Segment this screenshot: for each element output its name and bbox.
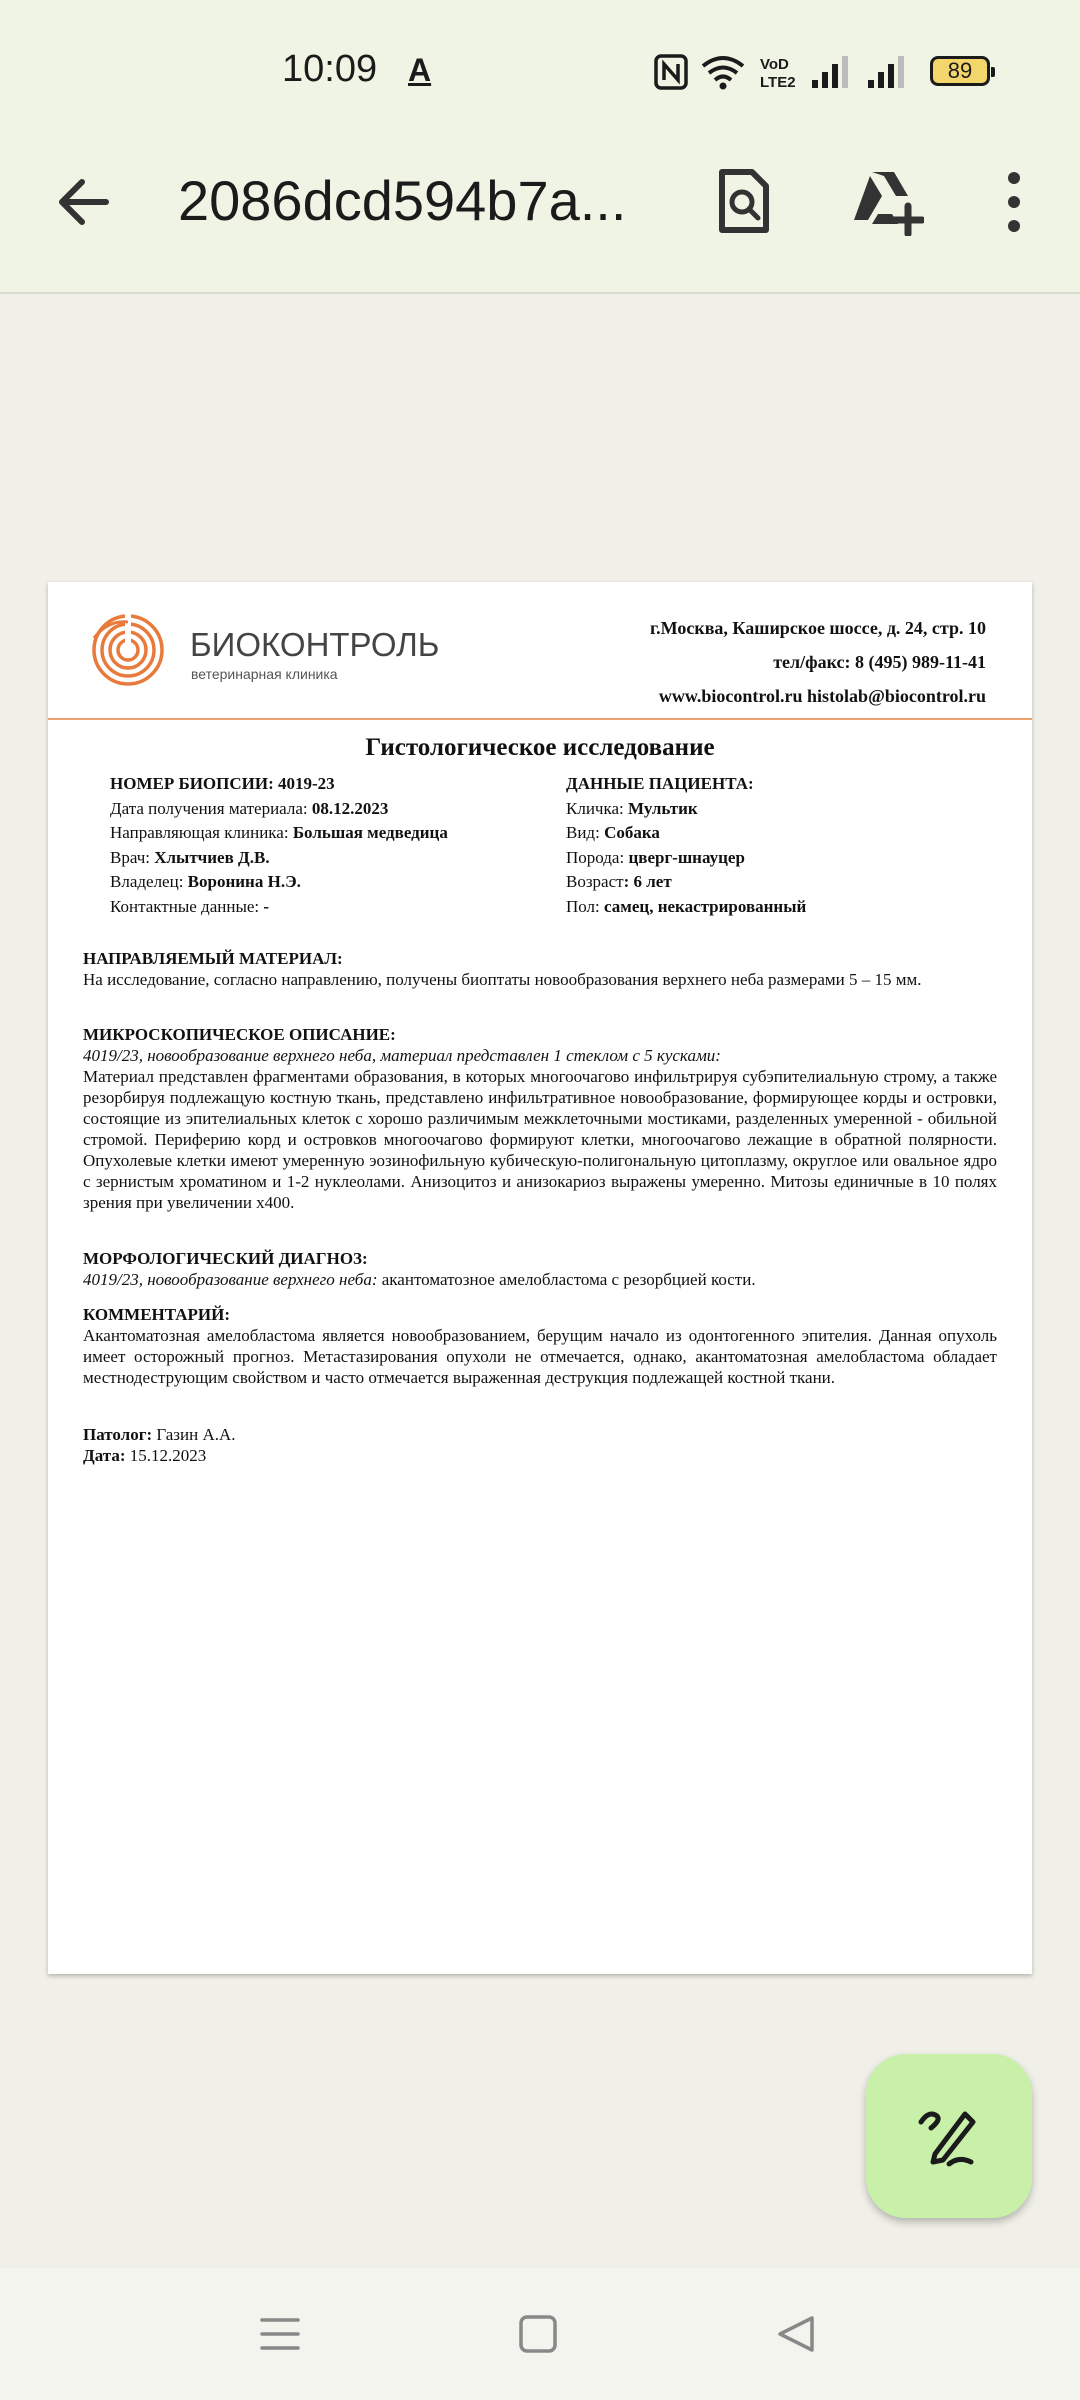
material-section [83, 948, 997, 990]
species-value: Собака [604, 823, 660, 842]
biocontrol-logo [88, 610, 168, 690]
signal-2-icon [866, 54, 906, 90]
svg-text:VoD: VoD [760, 56, 789, 73]
home-icon[interactable] [518, 2314, 558, 2354]
date-label: Дата получения материала: [110, 798, 312, 818]
clinic-address: г.Москва, Каширское шоссе, д. 24, стр. 10 [649, 618, 986, 638]
date-value: 08.12.2023 [311, 798, 389, 818]
diagnosis-italic: 4019/23, новообразование верхнего неба: [83, 1270, 378, 1289]
contacts-value: - [263, 896, 270, 916]
contacts-label: Контактные данные: [110, 896, 264, 916]
brand-subtitle: ветеринарная клиника [191, 666, 338, 682]
edit-fab-button[interactable] [866, 2054, 1032, 2218]
biopsy-info [110, 772, 448, 919]
micro-italic: 4019/23, новообразование верхнего неба, материал представлен 1 стеклом с 5 кусками: [83, 1046, 721, 1065]
wifi-icon [700, 54, 746, 90]
a-indicator-icon: A [408, 52, 432, 88]
breed-value: цверг-шнауцер [628, 847, 745, 867]
patient-info [566, 772, 806, 919]
species-label: Вид: [566, 823, 605, 842]
more-vert-icon[interactable] [1000, 168, 1028, 236]
clinic-web: www.biocontrol.ru histolab@biocontrol.ru [658, 686, 986, 706]
nfc-icon [654, 54, 688, 90]
age-label: Возраст [566, 872, 624, 891]
micro-text: Материал представлен фрагментами образования, в которых многоочагово инфильтрируя субэпителиальную строму, а также резорбируя подлежащую костную ткань, представлено инфильтративное новообразование, формирующее корды и островки, состоящие из эпителиальных клеток с хорошо различимым межклеточными мостиками, разделенных умеренной - обильной стромой. Периферию корд и островков многоочагово формируют клетки, многоочагово лежащие в обратной полярности. Опухолевые клетки имеют умеренную эозинофильную кубическую-полигональную цитоплазму, округлое или овальное ядро с зернистым хроматином и 1-2 нуклеолами. Анизоцитоз и анизокариоз выражены умеренно. Митозы единичные в 10 полях зрения при увеличении х400. [83, 1067, 997, 1212]
date2-label: Дата: [83, 1446, 126, 1465]
add-to-drive-icon[interactable] [850, 168, 924, 236]
back-triangle-icon[interactable] [776, 2314, 816, 2354]
signature-section [83, 1424, 997, 1466]
document-title: 2086dcd594b7a... [178, 169, 627, 232]
name-value: Мультик [628, 798, 698, 818]
status-bar [0, 0, 1080, 140]
diagnosis-heading: МОРФОЛОГИЧЕСКИЙ ДИАГНОЗ: [83, 1249, 368, 1268]
clinic-value: Большая медведица [292, 823, 448, 842]
comment-section [83, 1304, 997, 1388]
owner-value: Воронина Н.Э. [187, 872, 301, 891]
menu-icon[interactable] [260, 2314, 300, 2354]
sex-label: Пол: [566, 896, 605, 916]
svg-text:LTE2: LTE2 [760, 74, 796, 90]
clinic-label: Направляющая клиника: [110, 823, 293, 842]
age-value: : 6 лет [623, 872, 672, 891]
edit-pen-icon [915, 2102, 983, 2170]
diagnosis-text: акантоматозное амелобластома с резорбцией кости. [377, 1270, 756, 1289]
biopsy-number: НОМЕР БИОПСИИ: 4019-23 [110, 774, 335, 793]
microscopic-section [83, 1024, 997, 1213]
comment-text: Акантоматозная амелобластома является новообразованием, берущим начало из одонтогенного эпителия. Данная опухоль имеет осторожный прогноз. Метастазирования опухоли не отмечается, однако, акантоматозная амелобластома обладает местнодеструющим свойством и часто отмечается выраженная деструкция подлежащей костной ткани. [83, 1326, 997, 1387]
name-label: Кличка: [566, 798, 628, 818]
document-page[interactable] [48, 582, 1032, 1974]
breed-label: Порода: [566, 847, 629, 867]
pathologist-label: Патолог: [83, 1425, 153, 1444]
back-arrow-icon[interactable] [52, 166, 116, 238]
signal-1-icon [810, 54, 850, 90]
material-text: На исследование, согласно направлению, получены биоптаты новообразования верхнего неба размерами 5 – 15 мм. [83, 970, 922, 989]
date2-value: 15.12.2023 [125, 1446, 207, 1465]
owner-label: Владелец: [110, 872, 188, 891]
doctor-value: Хлытчиев Д.В. [154, 847, 270, 867]
clinic-phone: тел/факс: 8 (495) 989-11-41 [773, 652, 986, 672]
patient-heading: ДАННЫЕ ПАЦИЕНТА: [566, 774, 754, 793]
volte-icon [758, 54, 798, 90]
document-heading: Гистологическое исследование [365, 734, 715, 761]
header-divider [48, 718, 1032, 720]
sex-value: самец, некастрированный [604, 896, 807, 916]
brand-name: БИОКОНТРОЛЬ [190, 626, 440, 663]
comment-heading: КОММЕНТАРИЙ: [83, 1305, 231, 1324]
doctor-label: Врач: [110, 847, 155, 867]
micro-heading: МИКРОСКОПИЧЕСКОЕ ОПИСАНИЕ: [83, 1025, 396, 1044]
status-time: 10:09 [282, 48, 378, 90]
diagnosis-section [83, 1248, 997, 1290]
pathologist-value: Газин А.А. [152, 1425, 236, 1444]
battery-icon: 89 [930, 56, 990, 86]
search-in-document-icon[interactable] [714, 168, 774, 236]
material-heading: НАПРАВЛЯЕМЫЙ МАТЕРИАЛ: [83, 949, 343, 968]
